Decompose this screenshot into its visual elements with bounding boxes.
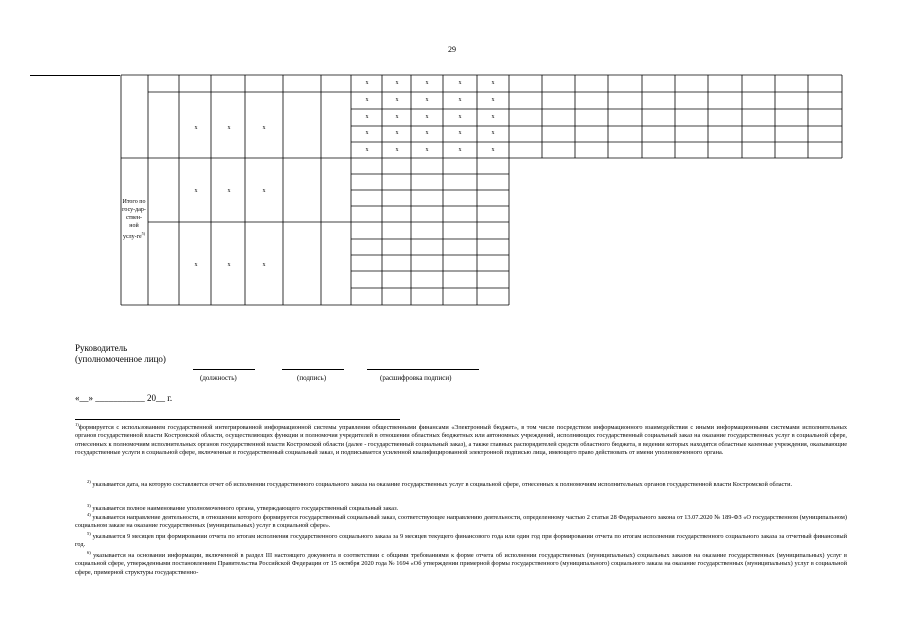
cell-mark: x [458, 80, 462, 86]
cell-mark: x [491, 130, 495, 136]
cell-mark: x [194, 188, 198, 194]
footnote-5: $^{5)}$ указывается 9 месяцев при формировании отчета по итогам исполнения государственного социального заказа за 9 месяцев текущего финансового года или один год при формировании отчета по итогам исполнения государственного социального заказа за отчетный финансовый год. [75, 531, 847, 549]
cell-mark: x [194, 125, 198, 131]
cell-mark: x [365, 114, 369, 120]
footnote-rule [75, 419, 400, 420]
footnote-6: $^{6)}$ указывается на основании информации, включенной в раздел III настоящего документа в соответствии с общими требованиями к форме отчета об исполнении государственных (муниципальных) социальных заказов на оказание государственных (муниципальных) услуг в социальной сфере, утвержденными постановлением Правительства Российской Федерации от 15 октября 2020 года № 1694 «Об утверждении примерной формы государственного (муниципального) социального заказа на оказание государственных (муниципальных) услуг в социальной сфере, примерной структуры государственно- [75, 550, 847, 576]
cell-mark: x [365, 147, 369, 153]
cell-mark: x [425, 147, 429, 153]
date-line: «__» ___________ 20__ г. [75, 393, 173, 403]
cell-mark: x [425, 97, 429, 103]
footnote-3: $^{3)}$ указывается полное наименование уполномоченного органа, утверждающего государственный социальный заказ. [87, 503, 399, 513]
cell-mark: x [262, 188, 266, 194]
head-subtitle: (уполномоченное лицо) [75, 354, 166, 364]
cell-mark: x [395, 147, 399, 153]
cell-mark: x [262, 125, 266, 131]
caption-position: (должность) [200, 374, 237, 382]
cell-mark: x [365, 80, 369, 86]
cell-mark: x [395, 80, 399, 86]
footnote-1: $^{1)}$формируется с использованием государственной интегрированной информационной системы управления общественными финансами «Электронный бюджет», в том числе посредством информационного взаимодействия с иными информационными системами исполнительных органов государственной власти Костромской области, осуществляющих функции и полномочия учредителей в отношении областных бюджетных или автономных учреждений, исполняющих государственный социальный заказ на оказание государственных услуг в социальной сфере, отнесенных к полномочиям исполнительных органов государственной власти Костромской области (далее - государственный социальный заказ), а также главных распорядителей средств областного бюджета, в ведении которых находятся областные казенные учреждения, оказывающие государственные услуги в социальной сфере, включенные в государственный социальный заказ, и подписывается усиленной квалифицированной электронной подписью лица, имеющего право действовать от имени уполномоченного органа. [75, 422, 847, 456]
cell-mark: x [227, 188, 231, 194]
decode-line [367, 369, 479, 370]
signature-line [282, 369, 344, 370]
cell-mark: x [365, 130, 369, 136]
cell-mark: x [425, 114, 429, 120]
cell-mark: x [491, 80, 495, 86]
position-line [193, 369, 255, 370]
caption-decode: (расшифровка подписи) [380, 374, 452, 382]
cell-mark: x [194, 262, 198, 268]
cell-mark: x [491, 114, 495, 120]
head-title: Руководитель [75, 343, 128, 353]
cell-mark: x [458, 97, 462, 103]
cell-mark: x [227, 262, 231, 268]
cell-mark: x [425, 130, 429, 136]
cell-mark: x [491, 147, 495, 153]
footnote-2: $^{2)}$ указывается дата, на которую составляется отчет об исполнении государственного социального заказа на оказание государственных услуг в социальной сфере, отнесенных к полномочиям исполнительных органов государственной власти Костромской области. [87, 479, 793, 489]
cell-mark: x [458, 114, 462, 120]
cell-mark: x [227, 125, 231, 131]
cell-mark: x [262, 262, 266, 268]
cell-mark: x [395, 97, 399, 103]
footnote-4: $^{4)}$ указывается направление деятельности, в отношении которого формируется государственный социальный заказ, соответствующее направлению деятельности, определенному частью 2 статьи 28 Федерального закона от 13.07.2020 № 189-ФЗ «О государственном (муниципальном) социальном заказе на оказание государственных (муниципальных) услуг в социальной сфере». [75, 512, 848, 530]
itogo-label: Итого по госу-дар-ствен-ной услу-$ге^{5)}$ [122, 199, 146, 240]
caption-signature: (подпись) [297, 374, 327, 382]
cell-mark: x [365, 97, 369, 103]
page-number: 29 [448, 45, 456, 54]
cell-mark: x [395, 130, 399, 136]
cell-mark: x [425, 80, 429, 86]
cell-mark: x [491, 97, 495, 103]
cell-mark: x [458, 130, 462, 136]
cell-mark: x [458, 147, 462, 153]
cell-mark: x [395, 114, 399, 120]
